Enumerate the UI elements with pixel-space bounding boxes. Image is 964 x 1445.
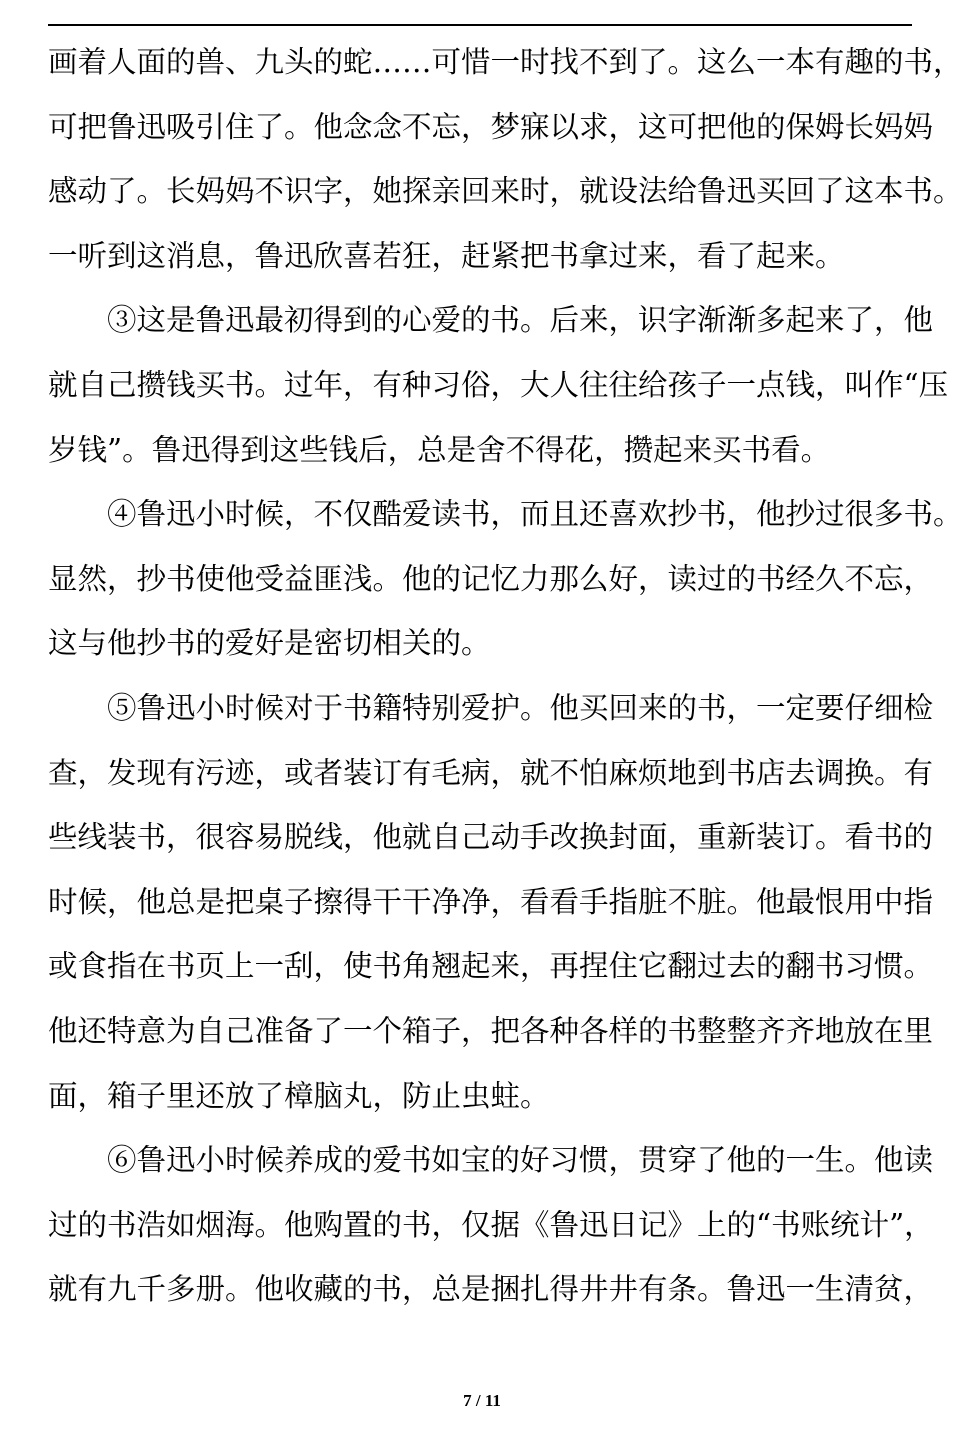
header-rule (48, 24, 912, 26)
page-number: 7 / 11 (463, 1391, 501, 1410)
text-line: 时候，他总是把桌子擦得干干净净，看看手指脏不脏。他最恨用中指 (48, 884, 934, 919)
body-text (48, 30, 963, 1322)
paragraph-5-first-line: ⑤鲁迅小时候对于书籍特别爱护。他买回来的书，一定要仔细检 (107, 690, 934, 725)
text-line: 岁钱”。鲁迅得到这些钱后，总是舍不得花，攒起来买书看。 (48, 432, 831, 467)
text-line: 或食指在书页上一刮，使书角翘起来，再捏住它翻过去的翻书习惯。 (48, 949, 934, 984)
paragraph-3-first-line: ③这是鲁迅最初得到的心爱的书。后来，识字渐渐多起来了，他 (107, 303, 934, 338)
text-line: 就有九千多册。他收藏的书，总是捆扎得井井有条。鲁迅一生清贫， (48, 1272, 934, 1307)
text-line: 些线装书，很容易脱线，他就自己动手改换封面，重新装订。看书的 (48, 820, 934, 855)
text-line: 可把鲁迅吸引住了。他念念不忘，梦寐以求，这可把他的保姆长妈妈 (48, 109, 934, 144)
text-line: 这与他抄书的爱好是密切相关的。 (48, 626, 491, 661)
text-line: 他还特意为自己准备了一个箱子，把各种各样的书整整齐齐地放在里 (48, 1013, 934, 1048)
text-line: 就自己攒钱买书。过年，有种习俗，大人往往给孩子一点钱，叫作“压 (48, 367, 949, 402)
text-line: 面，箱子里还放了樟脑丸，防止虫蛀。 (48, 1078, 550, 1113)
text-line: 查，发现有污迹，或者装订有毛病，就不怕麻烦地到书店去调换。有 (48, 755, 934, 790)
text-line: 感动了。长妈妈不识字，她探亲回来时，就设法给鲁迅买回了这本书。 (48, 174, 963, 209)
text-line: 过的书浩如烟海。他购置的书，仅据《鲁迅日记》上的“书账统计”， (48, 1207, 934, 1242)
paragraph-6-first-line: ⑥鲁迅小时候养成的爱书如宝的好习惯，贯穿了他的一生。他读 (107, 1143, 934, 1178)
text-line: 显然，抄书使他受益匪浅。他的记忆力那么好，读过的书经久不忘， (48, 561, 934, 596)
paragraph-4-first-line: ④鲁迅小时候，不仅酷爱读书，而且还喜欢抄书，他抄过很多书。 (107, 497, 963, 532)
text-line: 一听到这消息，鲁迅欣喜若狂，赶紧把书拿过来，看了起来。 (48, 238, 845, 273)
text-line: 画着人面的兽、九头的蛇……可惜一时找不到了。这么一本有趣的书， (48, 45, 963, 79)
